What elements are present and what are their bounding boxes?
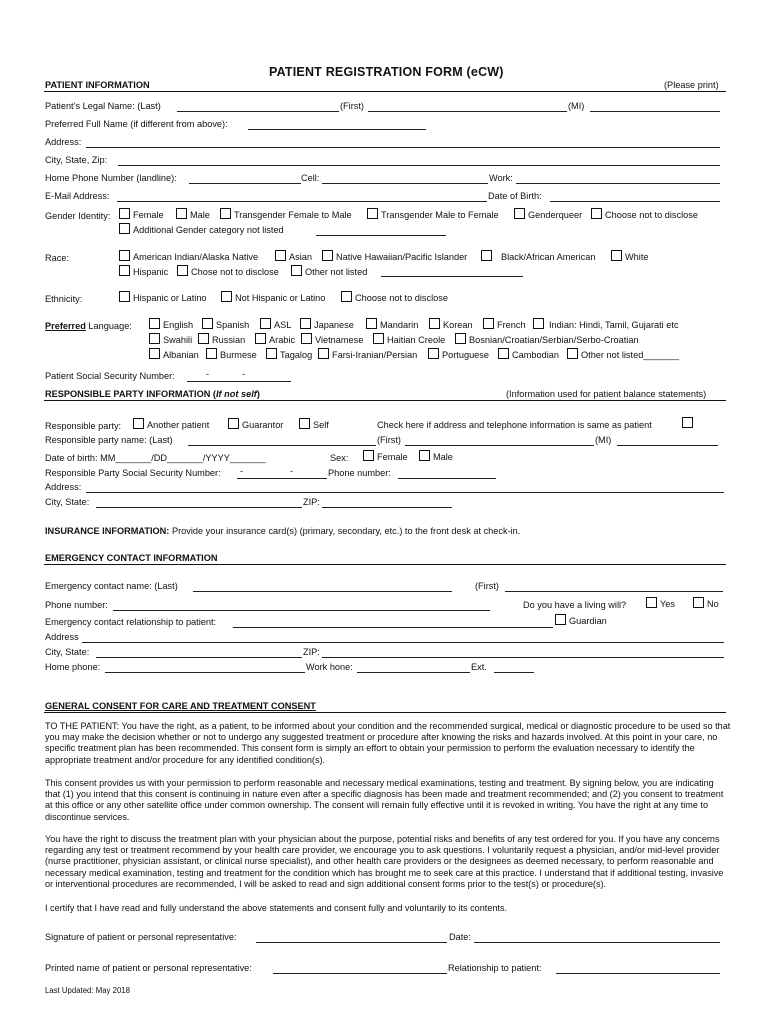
ssn-dash-2: - <box>242 369 246 379</box>
responsible-self-option[interactable] <box>299 418 329 431</box>
ethnicity-hispanic-option[interactable] <box>119 291 207 304</box>
responsible-address-field[interactable] <box>86 492 724 493</box>
checkbox[interactable] <box>533 318 544 329</box>
race-hispanic-option[interactable] <box>119 265 168 278</box>
responsible-first-label: (First) <box>377 435 401 445</box>
option-label: Mandarin <box>380 320 419 330</box>
checkbox[interactable] <box>228 418 239 429</box>
email-field[interactable] <box>117 201 487 202</box>
gender-female-option[interactable] <box>119 208 164 221</box>
lang-bosnian-option[interactable] <box>455 333 639 346</box>
gender-not-disclose-option[interactable] <box>591 208 698 221</box>
relationship-label: Relationship to patient: <box>448 963 542 973</box>
emergency-last-field[interactable] <box>193 591 452 592</box>
responsible-ssn-label: Responsible Party Social Security Number: <box>45 468 221 478</box>
option-label: Haitian Creole <box>387 335 446 345</box>
race-american-indian-option[interactable] <box>119 250 258 263</box>
ssn-field[interactable] <box>187 381 291 382</box>
option-label: Other not listed <box>305 267 368 277</box>
ethnicity-label: Ethnicity: <box>45 294 83 304</box>
checkbox[interactable] <box>322 250 333 261</box>
responsible-mi-label: (MI) <box>595 435 612 445</box>
checkbox[interactable] <box>481 250 492 261</box>
emergency-address-field[interactable] <box>82 642 724 643</box>
option-label: Additional Gender category not listed <box>133 225 284 235</box>
race-other-option[interactable] <box>291 265 367 278</box>
option-label: Chose not to disclose <box>191 267 279 277</box>
cell-field[interactable] <box>322 183 488 184</box>
option-label: Tagalog <box>280 350 313 360</box>
signature-date-field[interactable] <box>474 942 720 943</box>
checkbox[interactable] <box>119 223 130 234</box>
checkbox[interactable] <box>176 208 187 219</box>
emergency-ext-field[interactable] <box>494 672 534 673</box>
preferred-name-field[interactable] <box>248 129 426 130</box>
lang-indian-option[interactable] <box>533 318 679 331</box>
consent-paragraph-1: TO THE PATIENT: You have the right, as a patient, to be informed about your condition and the recommended surgical, medical or diagnostic procedure to be used so that you may make the decision whether or not to undergo any suggested treatment or procedure after knowing the risks and hazards involved. At this point in your care, no specific treatment plan has been recommended. This consent form is simply an effort to obtain your permission to perform the evaluation necessary to identify the appropriate treatment and/or procedure for any identified condition(s). <box>45 721 731 765</box>
emergency-city-state-field[interactable] <box>96 657 302 658</box>
race-hawaiian-option[interactable] <box>322 250 467 263</box>
option-label: Female <box>377 452 408 462</box>
option-label: Genderqueer <box>528 210 583 220</box>
checkbox[interactable] <box>363 450 374 461</box>
balance-statements-note: (Information used for patient balance statements) <box>506 389 707 399</box>
checkbox[interactable] <box>567 348 578 359</box>
consent-paragraph-4: I certify that I have read and fully understand the above statements and consent fully and voluntarily to its contents. <box>45 903 508 913</box>
emergency-phone-label: Phone number: <box>45 600 108 610</box>
emergency-zip-label: ZIP: <box>303 647 320 657</box>
responsible-zip-field[interactable] <box>322 507 452 508</box>
checkbox[interactable] <box>206 348 217 359</box>
option-label: Albanian <box>163 350 199 360</box>
email-label: E-Mail Address: <box>45 191 110 201</box>
emergency-first-field[interactable] <box>505 591 723 592</box>
section-divider <box>44 564 726 565</box>
responsible-party-heading <box>45 389 260 400</box>
checkbox[interactable] <box>300 318 311 329</box>
checkbox[interactable] <box>318 348 329 359</box>
checkbox[interactable] <box>591 208 602 219</box>
checkbox[interactable] <box>266 348 277 359</box>
emergency-heading: EMERGENCY CONTACT INFORMATION <box>45 553 218 563</box>
insurance-info <box>45 526 520 537</box>
gender-genderqueer-option[interactable] <box>514 208 582 221</box>
signature-date-label: Date: <box>449 932 471 942</box>
option-label: Bosnian/Croatian/Serbian/Serbo-Croatian <box>469 335 639 345</box>
last-name-field[interactable] <box>177 111 339 112</box>
ssn-dash-1: - <box>206 369 210 379</box>
lang-swahili-option[interactable] <box>149 333 192 346</box>
relationship-field[interactable] <box>556 973 720 974</box>
checkbox[interactable] <box>291 265 302 276</box>
ssn-label: Patient Social Security Number: <box>45 371 175 381</box>
checkbox[interactable] <box>429 318 440 329</box>
section-patient-information: PATIENT INFORMATION <box>45 80 150 90</box>
same-as-patient-label: Check here if address and telephone information is same as patient <box>377 420 652 430</box>
responsible-ssn-field[interactable] <box>237 478 327 479</box>
checkbox[interactable] <box>260 318 271 329</box>
emergency-zip-field[interactable] <box>322 657 724 658</box>
section-divider <box>44 712 726 713</box>
checkbox[interactable] <box>119 208 130 219</box>
checkbox[interactable] <box>455 333 466 344</box>
emergency-home-phone-label: Home phone: <box>45 662 101 672</box>
checkbox[interactable] <box>119 265 130 276</box>
option-label: Russian <box>212 335 246 345</box>
section-divider <box>44 400 726 401</box>
responsible-another-patient-option[interactable] <box>133 418 209 431</box>
language-label-bold: Preferred <box>45 321 86 331</box>
form-title: PATIENT REGISTRATION FORM (eCW) <box>269 65 504 79</box>
responsible-dob[interactable]: Date of birth: MM_______/DD_______/YYYY_______ <box>45 453 266 463</box>
emergency-first-label: (First) <box>475 581 499 591</box>
language-label-rest: Language: <box>88 321 132 331</box>
insurance-label: INSURANCE INFORMATION: <box>45 526 170 536</box>
legal-name-first-label: (First) <box>340 101 364 111</box>
option-label: Other not listed_______ <box>581 350 680 360</box>
emergency-work-phone-field[interactable] <box>357 672 470 673</box>
dob-label: Date of Birth: <box>488 191 542 201</box>
city-state-zip-label: City, State, Zip: <box>45 155 108 165</box>
checkbox[interactable] <box>301 333 312 344</box>
lang-other-option[interactable] <box>567 348 679 361</box>
gender-trans-mtf-option[interactable] <box>367 208 499 221</box>
option-label: White <box>625 252 649 262</box>
printed-name-field[interactable] <box>273 973 447 974</box>
emergency-relationship-label: Emergency contact relationship to patient: <box>45 617 217 627</box>
preferred-name-label: Preferred Full Name (if different from above): <box>45 119 228 129</box>
responsible-phone-field[interactable] <box>398 478 496 479</box>
option-label: Yes <box>660 599 675 609</box>
checkbox[interactable] <box>275 250 286 261</box>
option-label: Self <box>313 420 329 430</box>
insurance-text: Provide your insurance card(s) (primary, secondary, etc.) to the front desk at check-in. <box>171 526 521 536</box>
living-will-no-option[interactable] <box>693 597 719 610</box>
heading-close: ) <box>256 389 260 399</box>
responsible-ssn-dash-2: - <box>290 466 294 476</box>
lang-french-option[interactable] <box>483 318 526 331</box>
checkbox[interactable] <box>149 318 160 329</box>
lang-albanian-option[interactable] <box>149 348 199 361</box>
option-label: Male <box>190 210 210 220</box>
checkbox[interactable] <box>611 250 622 261</box>
checkbox[interactable] <box>646 597 657 608</box>
checkbox[interactable] <box>373 333 384 344</box>
option-label: Female <box>133 210 164 220</box>
option-label: Farsi-Iranian/Persian <box>332 350 418 360</box>
gender-trans-ftm-option[interactable] <box>220 208 352 221</box>
checkbox[interactable] <box>555 614 566 625</box>
checkbox[interactable] <box>198 333 209 344</box>
checkbox[interactable] <box>255 333 266 344</box>
lang-asl-option[interactable] <box>260 318 291 331</box>
checkbox[interactable] <box>119 291 130 302</box>
city-state-zip-field[interactable] <box>118 165 720 166</box>
checkbox[interactable] <box>514 208 525 219</box>
checkbox[interactable] <box>341 291 352 302</box>
emergency-name-last-label: Emergency contact name: (Last) <box>45 581 178 591</box>
option-label: Transgender Male to Female <box>381 210 499 220</box>
gender-label: Gender Identity: <box>45 211 111 221</box>
checkbox[interactable] <box>428 348 439 359</box>
checkbox[interactable] <box>220 208 231 219</box>
dob-field[interactable] <box>550 201 720 202</box>
option-label: Another patient <box>147 420 210 430</box>
option-label: Vietnamese <box>315 335 364 345</box>
responsible-sex-label: Sex: <box>330 453 349 463</box>
option-label: Japanese <box>314 320 354 330</box>
checkbox[interactable] <box>221 291 232 302</box>
checkbox[interactable] <box>299 418 310 429</box>
emergency-city-state-label: City, State: <box>45 647 90 657</box>
emergency-address-label: Address <box>45 632 79 642</box>
lang-portuguese-option[interactable] <box>428 348 489 361</box>
checkbox[interactable] <box>498 348 509 359</box>
mi-field[interactable] <box>590 111 720 112</box>
printed-name-label: Printed name of patient or personal representative: <box>45 963 252 973</box>
checkbox[interactable] <box>367 208 378 219</box>
ethnicity-not-disclose-option[interactable] <box>341 291 448 304</box>
option-label: ASL <box>274 320 292 330</box>
emergency-home-phone-field[interactable] <box>105 672 305 673</box>
option-label: Not Hispanic or Latino <box>235 293 326 303</box>
checkbox[interactable] <box>483 318 494 329</box>
lang-farsi-option[interactable] <box>318 348 417 361</box>
gender-additional-option[interactable] <box>119 223 284 236</box>
consent-paragraph-3: You have the right to discuss the treatment plan with your physician about the purpose, potential risks and benefits of any test ordered for you. If you have any concerns regarding any test or treatment recommend by your health care provider, we encourage you to ask questions. I voluntarily request a physician, and/or mid-level provider (nurse practitioner, physician assistant, or clinical nurse specialist), and other health care providers or the designees as deemed necessary, to perform reasonable and necessary medical examination, testing and treatment for the condition which has brought me to seek care at this practice. I understand that if additional testing, invasive or interventional procedures are recommended, I will be asked to read and sign additional consent forms prior to the test(s) or procedure(s). <box>45 834 724 889</box>
lang-japanese-option[interactable] <box>300 318 354 331</box>
option-label: Native Hawaiian/Pacific Islander <box>336 252 468 262</box>
signature-field[interactable] <box>256 942 447 943</box>
cell-label: Cell: <box>301 173 320 183</box>
lang-burmese-option[interactable] <box>206 348 257 361</box>
responsible-zip-label: ZIP: <box>303 497 320 507</box>
living-will-yes-option[interactable] <box>646 597 675 610</box>
responsible-first-field[interactable] <box>405 445 594 446</box>
emergency-ext-label: Ext. <box>471 662 487 672</box>
option-label: Choose not to disclose <box>605 210 698 220</box>
section-divider <box>44 91 726 92</box>
emergency-phone-field[interactable] <box>113 610 490 611</box>
option-label: Portuguese <box>442 350 489 360</box>
lang-tagalog-option[interactable] <box>266 348 312 361</box>
responsible-address-label: Address: <box>45 482 82 492</box>
lang-haitian-option[interactable] <box>373 333 445 346</box>
consent-heading: GENERAL CONSENT FOR CARE AND TREATMENT CONSENT <box>45 701 316 711</box>
checkbox[interactable] <box>202 318 213 329</box>
gender-additional-field[interactable] <box>316 235 446 236</box>
option-label: Korean <box>443 320 473 330</box>
option-label: Burmese <box>220 350 257 360</box>
work-label: Work: <box>489 173 513 183</box>
option-label: Arabic <box>269 335 296 345</box>
option-label: Black/African American <box>501 252 596 262</box>
race-other-field[interactable] <box>381 276 523 277</box>
gender-male-option[interactable] <box>176 208 210 221</box>
option-label: Guarantor <box>242 420 284 430</box>
emergency-work-phone-label: Work hone: <box>306 662 353 672</box>
option-label: Transgender Female to Male <box>234 210 352 220</box>
legal-name-last-label: Patient’s Legal Name: (Last) <box>45 101 161 111</box>
option-label: No <box>707 599 719 609</box>
checkbox[interactable] <box>149 333 160 344</box>
race-black-option[interactable] <box>481 250 595 263</box>
responsible-city-state-field[interactable] <box>96 507 302 508</box>
lang-arabic-option[interactable] <box>255 333 295 346</box>
consent-paragraph-2: This consent provides us with your permission to perform reasonable and necessary medical examinations, testing and treatment. By signing below, you are indicating that (1) you intend that this consent is continuing in nature even after a specific diagnosis has been made and treatment recommended; and (2) you consent to treatment at this office or any other satellite office under common ownership. The consent will remain fully effective until it is revoked in writing. You have the right at any time to discontinue services. <box>45 778 724 822</box>
lang-spanish-option[interactable] <box>202 318 249 331</box>
lang-vietnamese-option[interactable] <box>301 333 363 346</box>
lang-korean-option[interactable] <box>429 318 473 331</box>
option-label: Indian: Hindi, Tamil, Gujarati etc <box>549 320 679 330</box>
option-label: Male <box>433 452 453 462</box>
responsible-female-option[interactable] <box>363 450 408 463</box>
option-label: Choose not to disclose <box>355 293 448 303</box>
race-not-disclose-option[interactable] <box>177 265 279 278</box>
language-label <box>45 321 132 332</box>
race-label: Race: <box>45 253 70 263</box>
guardian-option[interactable] <box>555 614 607 627</box>
heading-text: RESPONSIBLE PARTY INFORMATION ( <box>45 389 216 399</box>
living-will-label: Do you have a living will? <box>523 600 627 610</box>
please-print-note: (Please print) <box>664 80 719 90</box>
responsible-mi-field[interactable] <box>617 445 718 446</box>
checkbox[interactable] <box>419 450 430 461</box>
option-label: Guardian <box>569 616 607 626</box>
race-asian-option[interactable] <box>275 250 312 263</box>
address-field[interactable] <box>86 147 720 148</box>
lang-english-option[interactable] <box>149 318 193 331</box>
responsible-phone-label: Phone number: <box>328 468 391 478</box>
checkbox[interactable] <box>149 348 160 359</box>
option-label: English <box>163 320 194 330</box>
same-as-patient-checkbox[interactable] <box>682 417 696 430</box>
heading-italic: If not self <box>216 389 257 399</box>
option-label: American Indian/Alaska Native <box>133 252 259 262</box>
checkbox[interactable] <box>693 597 704 608</box>
responsible-last-field[interactable] <box>188 445 376 446</box>
checkbox[interactable] <box>119 250 130 261</box>
responsible-guarantor-option[interactable] <box>228 418 283 431</box>
responsible-party-label: Responsible party: <box>45 421 122 431</box>
legal-name-mi-label: (MI) <box>568 101 585 111</box>
race-white-option[interactable] <box>611 250 649 263</box>
address-label: Address: <box>45 137 82 147</box>
option-label: Hispanic <box>133 267 169 277</box>
checkbox[interactable] <box>366 318 377 329</box>
responsible-name-last-label: Responsible party name: (Last) <box>45 435 173 445</box>
option-label: Spanish <box>216 320 250 330</box>
responsible-male-option[interactable] <box>419 450 453 463</box>
work-field[interactable] <box>516 183 720 184</box>
responsible-city-state-label: City, State: <box>45 497 90 507</box>
lang-mandarin-option[interactable] <box>366 318 418 331</box>
responsible-ssn-dash-1: - <box>240 466 244 476</box>
home-phone-label: Home Phone Number (landline): <box>45 173 177 183</box>
option-label: Hispanic or Latino <box>133 293 207 303</box>
first-name-field[interactable] <box>368 111 567 112</box>
option-label: Asian <box>289 252 312 262</box>
option-label: Swahili <box>163 335 193 345</box>
signature-label: Signature of patient or personal representative: <box>45 932 237 942</box>
last-updated-footer: Last Updated: May 2018 <box>45 986 130 995</box>
lang-cambodian-option[interactable] <box>498 348 559 361</box>
option-label: French <box>497 320 526 330</box>
lang-russian-option[interactable] <box>198 333 245 346</box>
emergency-relationship-field[interactable] <box>233 627 553 628</box>
ethnicity-not-hispanic-option[interactable] <box>221 291 325 304</box>
checkbox[interactable] <box>682 417 693 428</box>
option-label: Cambodian <box>512 350 559 360</box>
home-phone-field[interactable] <box>189 183 301 184</box>
checkbox[interactable] <box>133 418 144 429</box>
checkbox[interactable] <box>177 265 188 276</box>
